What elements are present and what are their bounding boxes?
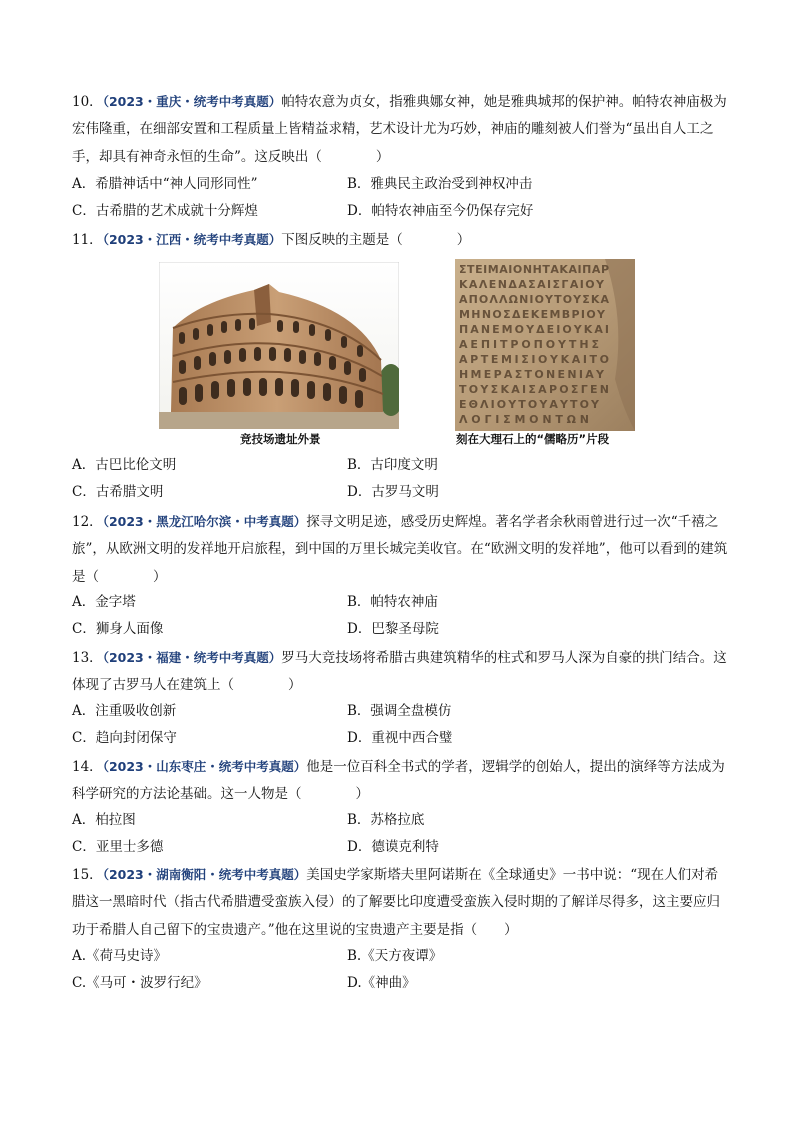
question-14-options <box>72 807 728 862</box>
question-source: （2023・黑龙江哈尔滨・中考真题） <box>102 514 307 529</box>
question-source: （2023・福建・统考中考真题） <box>102 650 282 665</box>
svg-text:ΑΕΠΙΤΡΟΠΟΥΤΗΣ: ΑΕΠΙΤΡΟΠΟΥΤΗΣ <box>459 338 599 351</box>
question-text: 探寻文明足迹，感受历史辉煌。著名学者余秋雨曾进行过一次“千禧之旅”，从欧洲文明的发祥地开启旅程，到中国的万里长城完美收官。在“欧洲文明的发祥地”，他可以看到的建筑是（ ） <box>72 514 728 585</box>
question-13-stem <box>72 644 728 700</box>
option-c[interactable]: C.《马可・波罗行纪》 <box>72 975 208 992</box>
option-c[interactable]: C．狮身人面像 <box>72 621 164 638</box>
question-text: 罗马大竞技场将希腊古典建筑精华的柱式和罗马人深为自豪的拱门结合。这体现了古罗马人在建筑上（ ） <box>72 650 727 694</box>
question-number: 11． <box>72 232 103 248</box>
question-source: （2023・重庆・统考中考真题） <box>102 94 282 109</box>
figure-caption-inscription: 刻在大理石上的“儒略历”片段 <box>456 432 610 446</box>
option-c[interactable]: C．古希腊的艺术成就十分辉煌 <box>72 203 258 220</box>
option-d[interactable]: D.《神曲》 <box>347 975 416 992</box>
question-source: （2023・山东枣庄・统考中考真题） <box>102 759 307 774</box>
figure-caption-colosseum: 竞技场遗址外景 <box>240 432 321 446</box>
option-b[interactable]: B．帕特农神庙 <box>347 594 438 610</box>
option-a[interactable]: A．古巴比伦文明 <box>72 457 177 473</box>
question-text: 美国史学家斯塔夫里阿诺斯在《全球通史》一书中说：“现在人们对希腊这一黑暗时代（指古代希腊遭受蛮族入侵）的了解要比印度遭受蛮族入侵时期的了解详尽得多，这主要应归功于希腊人自己留下的宝贵遗产。”他在这里说的宝贵遗产主要是指（ ） <box>72 867 720 938</box>
option-d[interactable]: D．巴黎圣母院 <box>347 621 439 638</box>
question-text: 他是一位百科全书式的学者，逻辑学的创始人，提出的演绎等方法成为科学研究的方法论基础。这一人物是（ ） <box>72 759 725 803</box>
question-11-options <box>72 452 728 507</box>
option-b[interactable]: B.《天方夜谭》 <box>347 948 443 964</box>
question-15-options <box>72 943 728 998</box>
option-a[interactable]: A．金字塔 <box>72 594 136 610</box>
option-a[interactable]: A．柏拉图 <box>72 812 136 828</box>
option-b[interactable]: B．强调全盘模仿 <box>347 703 452 719</box>
option-a[interactable]: A.《荷马史诗》 <box>72 948 168 964</box>
svg-text:ΑΠΟΛΛΩΝΙΟΥΤΟΥΣΚΑ: ΑΠΟΛΛΩΝΙΟΥΤΟΥΣΚΑ <box>459 293 609 306</box>
question-text: 帕特农意为贞女，指雅典娜女神，她是雅典城邦的保护神。帕特农神庙极为宏伟隆重，在细部安置和工程质量上皆精益求精，艺术设计尤为巧妙，神庙的雕刻被人们誉为“虽出自人工之手，却具有神奇永恒的生命”。这反映出（ ） <box>72 94 727 165</box>
option-b[interactable]: B．苏格拉底 <box>347 812 425 828</box>
svg-text:ΚΑΛΕΝΔΑΣΑΙΣΓΑΙΟΥ: ΚΑΛΕΝΔΑΣΑΙΣΓΑΙΟΥ <box>459 278 604 291</box>
option-b[interactable]: B．古印度文明 <box>347 457 438 473</box>
option-d[interactable]: D．帕特农神庙至今仍保存完好 <box>347 203 534 220</box>
svg-text:ΣΤΕΙΜΑΙΟΝΗΤΑΚΑΙΠΑΡ: ΣΤΕΙΜΑΙΟΝΗΤΑΚΑΙΠΑΡ <box>459 263 609 276</box>
question-10-stem <box>72 88 728 171</box>
question-number: 14． <box>72 759 103 775</box>
question-text: 下图反映的主题是（ ） <box>281 232 471 248</box>
question-15-stem <box>72 861 728 944</box>
question-source: （2023・江西・统考中考真题） <box>102 232 282 247</box>
option-b[interactable]: B．雅典民主政治受到神权冲击 <box>347 176 533 192</box>
option-c[interactable]: C．亚里士多德 <box>72 839 164 856</box>
svg-text:ΠΑΝΕΜΟΥΔΕΙΟΥΚΑΙ: ΠΑΝΕΜΟΥΔΕΙΟΥΚΑΙ <box>459 323 609 336</box>
marble-inscription-photo <box>455 259 635 431</box>
option-d[interactable]: D．德谟克利特 <box>347 839 439 856</box>
svg-text:ΛΟΓΙΣΜΟΝΤΩΝ: ΛΟΓΙΣΜΟΝΤΩΝ <box>459 413 589 426</box>
svg-text:ΑΡΤΕΜΙΣΙΟΥΚΑΙΤΟ: ΑΡΤΕΜΙΣΙΟΥΚΑΙΤΟ <box>459 353 609 366</box>
option-d[interactable]: D．重视中西合璧 <box>347 730 453 747</box>
colosseum-illustration <box>159 262 399 429</box>
question-13-options <box>72 698 728 753</box>
question-12-stem <box>72 508 728 591</box>
question-number: 15． <box>72 867 103 883</box>
inscription-illustration <box>455 259 635 431</box>
question-number: 12． <box>72 514 103 530</box>
question-11-stem <box>72 226 728 254</box>
option-c[interactable]: C．古希腊文明 <box>72 484 164 501</box>
question-14-stem <box>72 753 728 809</box>
svg-text:ΗΜΕΡΑΣΤΟΝΕΝΙΑΥ: ΗΜΕΡΑΣΤΟΝΕΝΙΑΥ <box>459 368 604 381</box>
option-d[interactable]: D．古罗马文明 <box>347 484 439 501</box>
question-12-options <box>72 589 728 644</box>
question-10-options <box>72 171 728 226</box>
svg-text:ΤΟΥΣΚΑΙΣΑΡΟΣΓΕΝ: ΤΟΥΣΚΑΙΣΑΡΟΣΓΕΝ <box>459 383 609 396</box>
colosseum-photo <box>159 262 399 429</box>
option-a[interactable]: A．希腊神话中“神人同形同性” <box>72 176 258 192</box>
question-number: 13． <box>72 650 103 666</box>
svg-text:ΜΗΝΟΣΔΕΚΕΜΒΡΙΟΥ: ΜΗΝΟΣΔΕΚΕΜΒΡΙΟΥ <box>459 308 605 321</box>
question-number: 10． <box>72 94 103 110</box>
question-source: （2023・湖南衡阳・统考中考真题） <box>102 867 307 882</box>
option-a[interactable]: A．注重吸收创新 <box>72 703 177 719</box>
option-c[interactable]: C．趋向封闭保守 <box>72 730 177 747</box>
svg-text:ΕΘΛΙΟΥΤΟΥΑΥΤΟΥ: ΕΘΛΙΟΥΤΟΥΑΥΤΟΥ <box>459 398 599 411</box>
